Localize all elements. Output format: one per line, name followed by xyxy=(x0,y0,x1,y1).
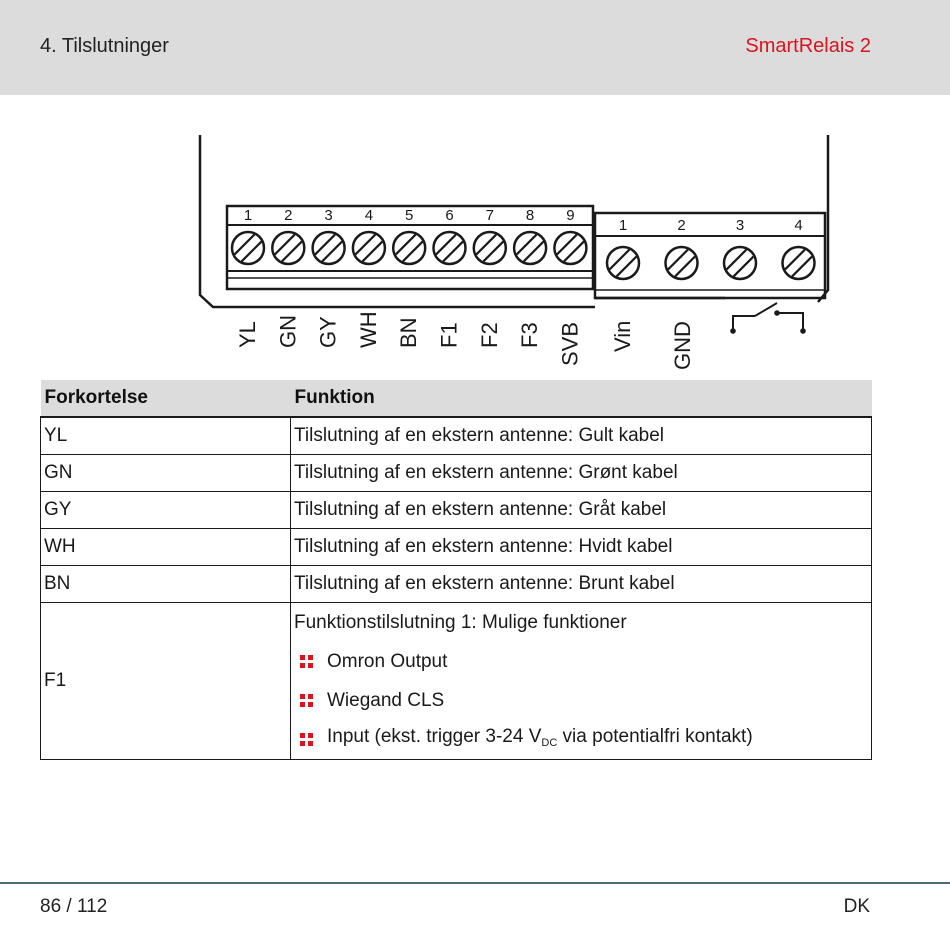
list-item xyxy=(294,681,871,720)
list-item-text: Wiegand CLS xyxy=(327,689,445,711)
terminal-number: 4 xyxy=(364,207,374,224)
list-item-text: Omron Output xyxy=(327,650,448,672)
screw-icon xyxy=(272,232,304,264)
terminal-label: GN xyxy=(275,315,301,348)
product-name: SmartRelais 2 xyxy=(745,35,871,57)
left-terminal-numbers xyxy=(244,207,575,224)
terminal-label: WH xyxy=(355,311,381,348)
terminal-number: 1 xyxy=(243,207,253,224)
terminal-label: GY xyxy=(315,316,341,348)
bullet-icon xyxy=(300,694,314,708)
function-cell: Tilslutning af en ekstern antenne: Gråt kabel xyxy=(291,492,872,529)
screw-icon xyxy=(666,247,698,279)
relay-contact-icon xyxy=(731,303,805,333)
screw-icon xyxy=(783,247,815,279)
table-row xyxy=(41,455,872,492)
f1-intro: Funktionstilslutning 1: Mulige funktioner xyxy=(294,611,627,633)
screw-icon xyxy=(232,232,264,264)
chapter-title: 4. Tilslutninger xyxy=(40,35,169,57)
abbr-cell: WH xyxy=(41,529,291,566)
terminal-label: F1 xyxy=(436,322,462,348)
terminal-number: 8 xyxy=(525,207,535,224)
terminal-number: 3 xyxy=(324,207,333,224)
abbr-cell: YL xyxy=(41,417,291,455)
terminal-number: 6 xyxy=(445,207,454,224)
terminal-label: BN xyxy=(396,317,422,348)
screw-icon xyxy=(724,247,756,279)
screw-icon xyxy=(474,232,506,264)
terminal-diagram xyxy=(195,130,845,375)
function-cell xyxy=(291,603,872,760)
terminal-number: 3 xyxy=(735,217,745,234)
table-row xyxy=(41,417,872,455)
abbr-cell: F1 xyxy=(41,603,291,760)
header-function: Funktion xyxy=(291,380,872,417)
table-row xyxy=(41,566,872,603)
screw-icon xyxy=(434,232,466,264)
list-item xyxy=(294,720,871,759)
function-cell: Tilslutning af en ekstern antenne: Hvidt kabel xyxy=(291,529,872,566)
bullet-icon xyxy=(300,655,314,669)
page-header xyxy=(0,0,950,95)
function-cell: Tilslutning af en ekstern antenne: Brunt kabel xyxy=(291,566,872,603)
footer-divider xyxy=(0,882,950,884)
terminal-label: GND xyxy=(670,321,695,370)
right-terminal-labels xyxy=(610,321,695,370)
terminal-label: F2 xyxy=(476,322,502,348)
screw-icon xyxy=(353,232,385,264)
abbr-cell: BN xyxy=(41,566,291,603)
table-row xyxy=(41,492,872,529)
screw-icon xyxy=(554,232,586,264)
terminal-label: SVB xyxy=(557,321,583,366)
header-abbreviation: Forkortelse xyxy=(41,380,291,417)
screw-icon xyxy=(393,232,425,264)
function-cell: Tilslutning af en ekstern antenne: Grønt kabel xyxy=(291,455,872,492)
screw-icon xyxy=(313,232,345,264)
right-terminal-numbers xyxy=(619,217,803,234)
list-item-text: Input (ekst. trigger 3-24 $V_{DC}$ via potentialfri kontakt) xyxy=(327,725,753,749)
terminal-number: 1 xyxy=(618,217,628,234)
abbr-cell: GN xyxy=(41,455,291,492)
screw-icon xyxy=(514,232,546,264)
terminal-number: 7 xyxy=(485,207,494,224)
terminal-number: 4 xyxy=(794,217,803,234)
abbr-cell: GY xyxy=(41,492,291,529)
screw-icon xyxy=(607,247,639,279)
list-item xyxy=(294,642,871,681)
terminal-label: YL xyxy=(235,321,260,348)
table-row-f1 xyxy=(41,603,872,760)
right-terminal-screws xyxy=(607,247,815,279)
terminal-number: 2 xyxy=(677,217,686,234)
language-code: DK xyxy=(843,896,870,917)
terminal-label: F3 xyxy=(517,322,543,348)
terminal-number: 2 xyxy=(284,207,293,224)
bullet-icon xyxy=(300,733,314,747)
left-terminal-labels xyxy=(235,311,582,366)
left-terminal-screws xyxy=(232,232,586,264)
table-row xyxy=(41,529,872,566)
abbreviation-table xyxy=(40,380,872,760)
page-number: 86 / 112 xyxy=(40,896,108,917)
terminal-label: Vin xyxy=(610,320,635,352)
terminal-number: 9 xyxy=(566,207,575,224)
dc-subscript: DC xyxy=(541,736,558,749)
function-cell: Tilslutning af en ekstern antenne: Gult kabel xyxy=(291,417,872,455)
terminal-number: 5 xyxy=(405,207,414,224)
